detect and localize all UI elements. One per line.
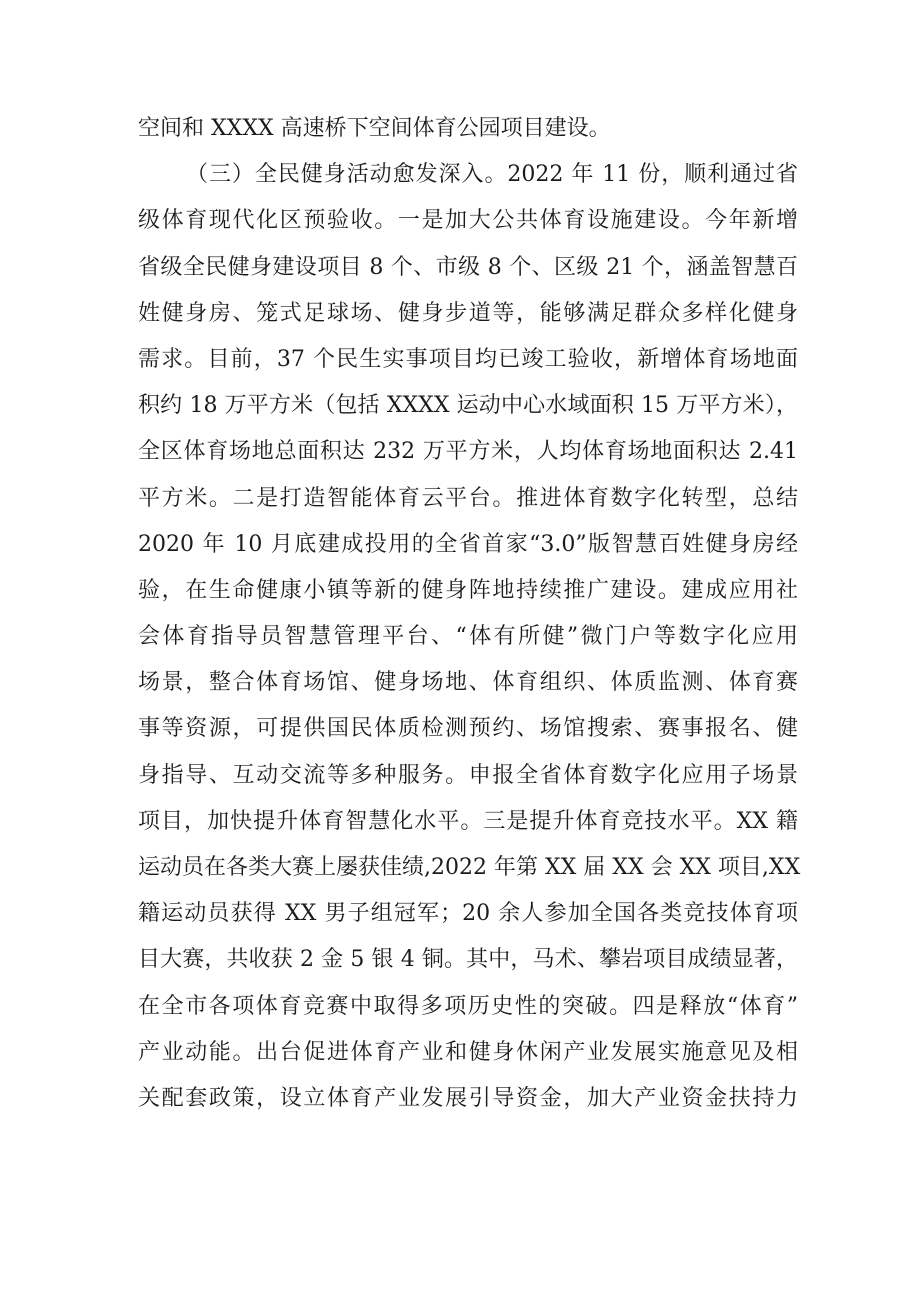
- text-line: 在全市各项体育竞赛中取得多项历史性的突破。四是释放“体育”: [138, 993, 798, 1019]
- text-line: 项目，加快提升体育智慧化水平。三是提升体育竞技水平。XX 籍: [138, 808, 798, 834]
- text-line: 关配套政策，设立体育产业发展引导资金，加大产业资金扶持力: [138, 1085, 798, 1111]
- text-line: 目大赛，共收获 2 金 5 银 4 铜。其中，马术、攀岩项目成绩显著，: [138, 947, 798, 973]
- text-line: 平方米。二是打造智能体育云平台。推进体育数字化转型，总结: [138, 485, 798, 511]
- text-line: 全区体育场地总面积达 232 万平方米，人均体育场地面积达 2.41: [138, 439, 798, 465]
- text-line: 省级全民健身建设项目 8 个、市级 8 个、区级 21 个，涵盖智慧百: [138, 254, 798, 280]
- text-line: 身指导、互动交流等多种服务。申报全省体育数字化应用子场景: [138, 762, 798, 788]
- text-line: 积约 18 万平方米（包括 XXXX 运动中心水域面积 15 万平方米），: [138, 393, 798, 419]
- text-line: 事等资源，可提供国民体质检测预约、场馆搜索、赛事报名、健: [138, 716, 798, 742]
- text-line: 需求。目前，37 个民生实事项目均已竣工验收，新增体育场地面: [138, 346, 798, 372]
- text-line: 籍运动员获得 XX 男子组冠军；20 余人参加全国各类竞技体育项: [138, 901, 798, 927]
- text-line: 会体育指导员智慧管理平台、“体有所健”微门户等数字化应用: [138, 624, 798, 650]
- text-line: 运动员在各类大赛上屡获佳绩,2022 年第 XX 届 XX 会 XX 项目,XX: [138, 855, 801, 880]
- text-line: 2020 年 10 月底建成投用的全省首家“3.0”版智慧百姓健身房经: [138, 531, 798, 557]
- text-line: 场景，整合体育场馆、健身场地、体育组织、体质监测、体育赛: [138, 670, 798, 696]
- text-line: 空间和 XXXX 高速桥下空间体育公园项目建设。: [138, 116, 611, 141]
- text-line: 验，在生命健康小镇等新的健身阵地持续推广建设。建成应用社: [138, 577, 798, 603]
- text-line: 姓健身房、笼式足球场、健身步道等，能够满足群众多样化健身: [138, 300, 798, 326]
- text-line: 级体育现代化区预验收。一是加大公共体育设施建设。今年新增: [138, 208, 798, 234]
- section-heading-line: （三）全民健身活动愈发深入。2022 年 11 份，顺利通过省: [186, 162, 798, 188]
- body-text: [138, 106, 801, 1122]
- text-line: 产业动能。出台促进体育产业和健身休闲产业发展实施意见及相: [138, 1039, 798, 1065]
